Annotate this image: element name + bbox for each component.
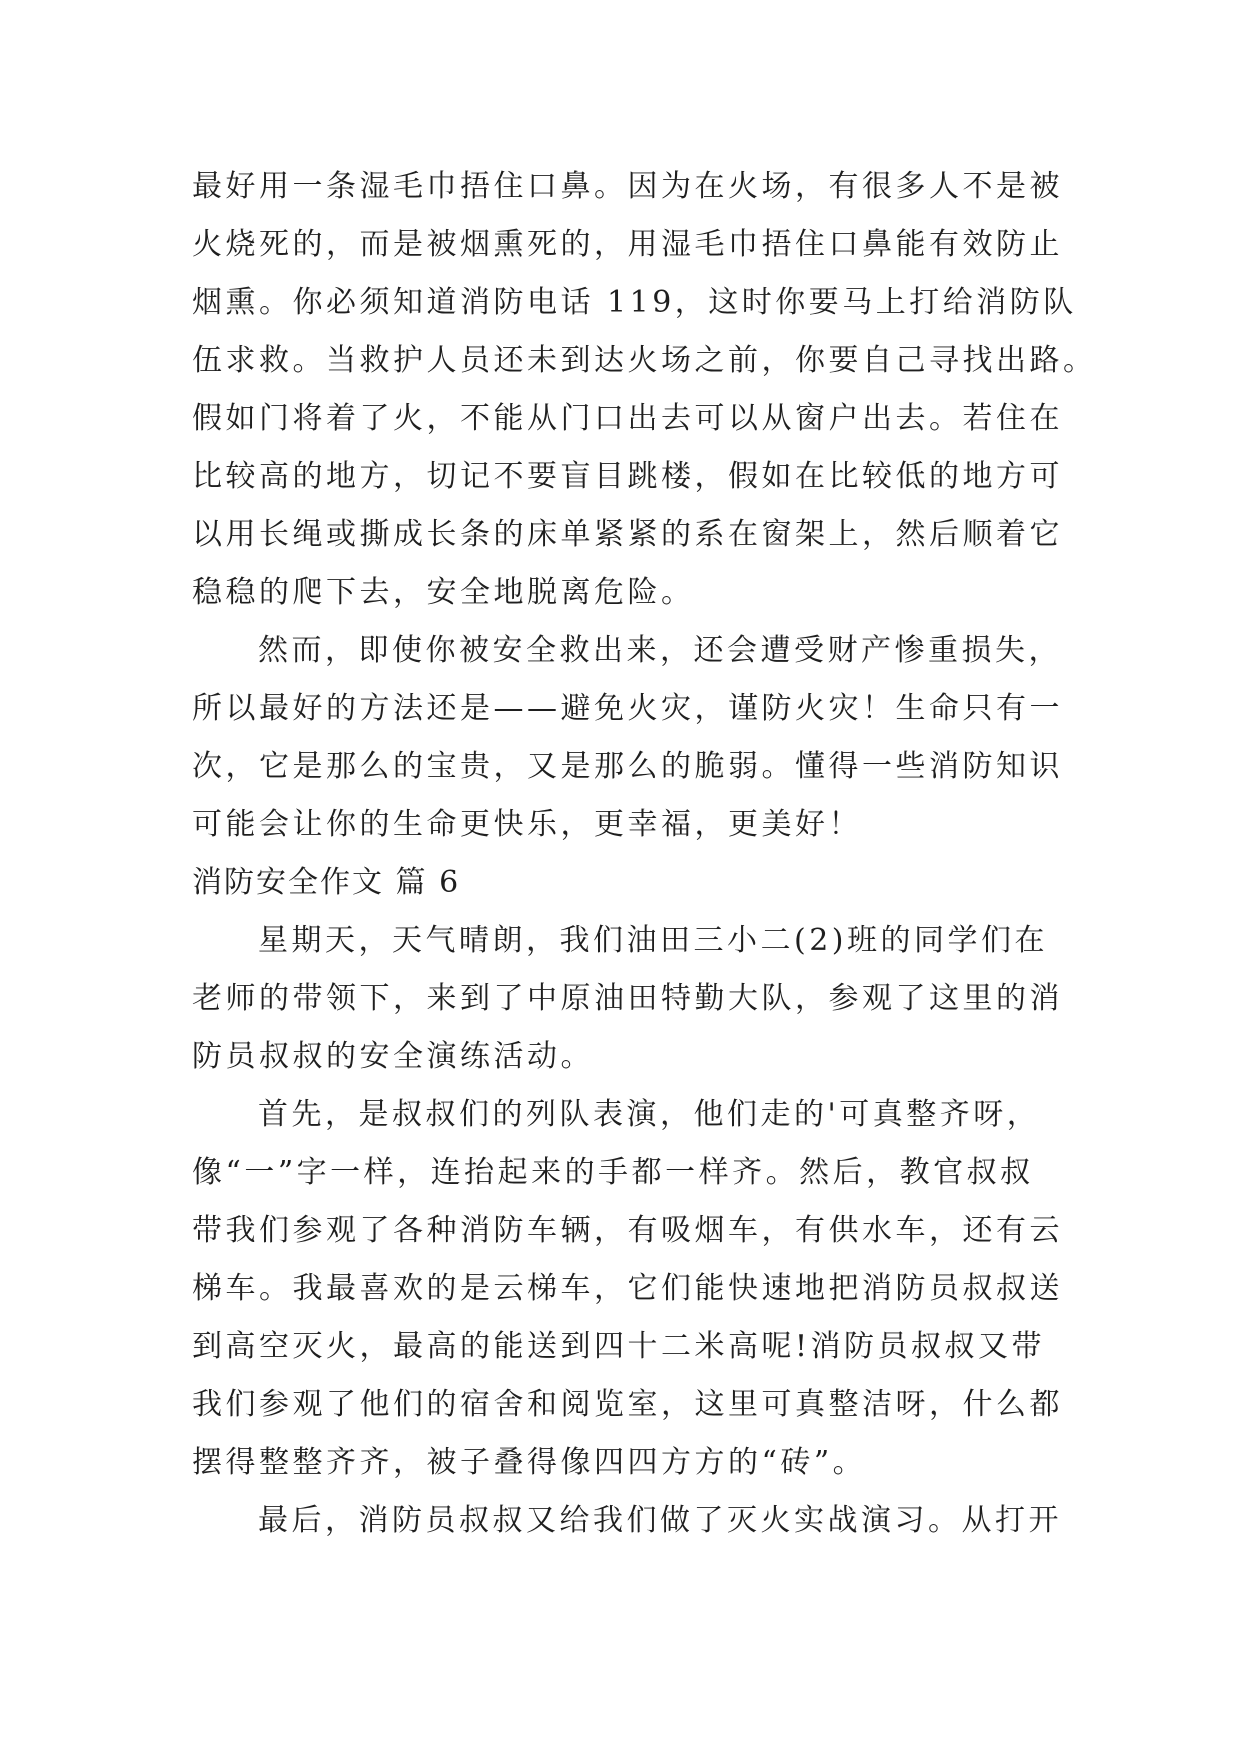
text-line: 防员叔叔的安全演练活动。 — [192, 1039, 594, 1074]
text-line: 火烧死的，而是被烟熏死的，用湿毛巾捂住口鼻能有效防止 — [192, 227, 1063, 262]
text-line: 最好用一条湿毛巾捂住口鼻。因为在火场，有很多人不是被 — [192, 169, 1063, 204]
text-line: 伍求救。当救护人员还未到达火场之前，你要自己寻找出路。 — [192, 343, 1097, 378]
text-line: 我们参观了他们的宿舍和阅览室，这里可真整洁呀，什么都 — [192, 1387, 1063, 1422]
text-line: 烟熏。你必须知道消防电话 119，这时你要马上打给消防队 — [192, 285, 1077, 320]
text-line: 可能会让你的生命更快乐，更幸福，更美好！ — [192, 807, 862, 842]
section-heading: 消防安全作文 篇 6 — [192, 865, 461, 900]
text-line: 稳稳的爬下去，安全地脱离危险。 — [192, 575, 695, 610]
text-line: 老师的带领下，来到了中原油田特勤大队，参观了这里的消 — [192, 981, 1063, 1016]
text-line: 次，它是那么的宝贵，又是那么的脆弱。懂得一些消防知识 — [192, 749, 1063, 784]
text-line: 比较高的地方，切记不要盲目跳楼，假如在比较低的地方可 — [192, 459, 1063, 494]
text-line: 星期天，天气晴朗，我们油田三小二(2)班的同学们在 — [258, 923, 1048, 958]
text-line: 以用长绳或撕成长条的床单紧紧的系在窗架上，然后顺着它 — [192, 517, 1063, 552]
text-line: 像“一”字一样，连抬起来的手都一样齐。然后，教官叔叔 — [192, 1155, 1034, 1190]
text-line: 到高空灭火，最高的能送到四十二米高呢!消防员叔叔又带 — [192, 1329, 1046, 1364]
text-line: 首先，是叔叔们的列队表演，他们走的'可真整齐呀， — [258, 1097, 1041, 1132]
document-body — [192, 158, 1097, 1550]
text-line: 最后，消防员叔叔又给我们做了灭火实战演习。从打开 — [258, 1503, 1062, 1538]
text-line: 摆得整整齐齐，被子叠得像四四方方的“砖”。 — [192, 1445, 867, 1480]
text-line: 然而，即使你被安全救出来，还会遭受财产惨重损失， — [258, 633, 1062, 668]
text-line: 假如门将着了火，不能从门口出去可以从窗户出去。若住在 — [192, 401, 1063, 436]
text-line: 梯车。我最喜欢的是云梯车，它们能快速地把消防员叔叔送 — [192, 1271, 1063, 1306]
text-line: 所以最好的方法还是——避免火灾，谨防火灾！生命只有一 — [192, 691, 1063, 726]
text-line: 带我们参观了各种消防车辆，有吸烟车，有供水车，还有云 — [192, 1213, 1063, 1248]
